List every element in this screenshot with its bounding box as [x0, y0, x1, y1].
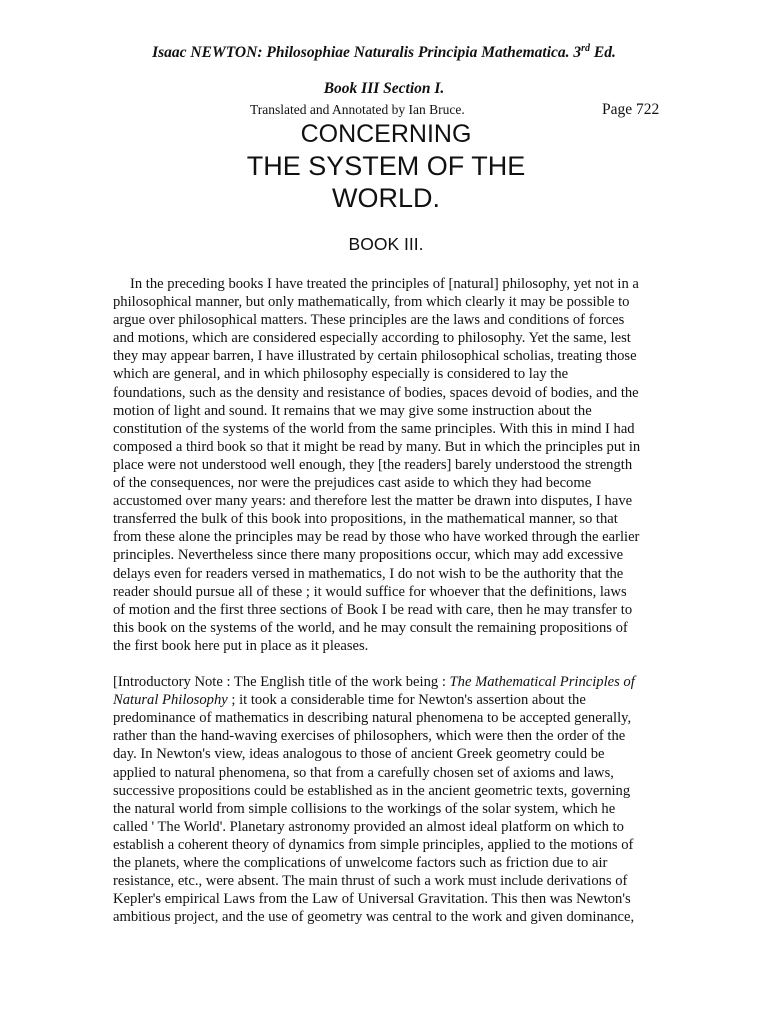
text-line: foundations, such as the density and resistance of bodies, spaces devoid of bodies, and the	[113, 384, 639, 401]
note-line-2-rest: ; it took a considerable time for Newton's assertion about the	[227, 692, 586, 709]
book-heading: BOOK III.	[348, 234, 424, 254]
text-line: predominance of mathematics in describing natural phenomena to be accepted generally,	[113, 710, 632, 727]
title-line-3: WORLD.	[332, 183, 440, 213]
running-header	[0, 44, 768, 62]
text-line: the natural world from simple collisions to the workings of the solar system, which he	[113, 800, 616, 817]
text-line: ambitious project, and the use of geometry was central to the work and given dominance,	[113, 909, 635, 926]
edition-number: 3	[573, 44, 582, 61]
text-line: of motion and the first three sections of Book I be read with care, then he may transfer to	[113, 601, 633, 618]
text-line: transferred the bulk of this book into propositions, in the mathematical manner, so that	[113, 511, 618, 528]
text-line: philosophical manner, but only mathematically, from which clearly it may be possible to	[113, 294, 630, 311]
text-line: from these alone the principles may be read by those who have worked through the earlier	[113, 529, 640, 546]
header-separator: :	[257, 44, 267, 61]
text-line: the first book here put in place as it pleases.	[113, 637, 369, 654]
note-title-italic-2: Natural Philosophy	[113, 692, 228, 709]
title-line-2: THE SYSTEM OF THE	[246, 151, 526, 181]
text-line: of the consequences, nor were the prejudices cast aside to which they had become	[113, 475, 592, 492]
edition-superscript: rd	[581, 43, 591, 54]
text-line: Kepler's empirical Laws from the Law of Universal Gravitation. This then was Newton's	[113, 891, 631, 908]
text-line: called ' The World'. Planetary astronomy provided an almost ideal platform on which to	[113, 818, 624, 835]
text-line: successive propositions could be established as in the ancient geometric texts, governing	[113, 782, 631, 799]
text-line: the planets, where the complications of unwelcome factors such as friction due to air	[113, 855, 608, 871]
text-line	[113, 673, 658, 691]
page-number: Page 722	[602, 101, 660, 118]
text-line: In the preceding books I have treated the principles of [natural] philosophy, yet not in a	[130, 276, 639, 292]
text-line: constitution of the systems of the world from the same principles. With this in mind I had	[113, 420, 635, 437]
text-line: which are general, and in which philosophy especially is considered to lay the	[113, 366, 569, 383]
text-line: establish a coherent theory of dynamics from simple principles, applied to the motions of	[113, 836, 634, 853]
title-line-1: CONCERNING	[300, 120, 472, 148]
paragraph-gap	[113, 655, 658, 673]
text-line: reader should pursue all of these ; it would suffice for whoever that the definitions, laws	[113, 583, 627, 600]
chapter-title	[0, 118, 768, 214]
text-line: accustomed over many years: and therefore lest the matter be drawn into disputes, I have	[113, 493, 633, 510]
paragraph-1	[113, 275, 658, 655]
text-line: argue over philosophical matters. These principles are the laws and conditions of forces	[113, 312, 625, 329]
translator-credit: Translated and Annotated by Ian Bruce.	[250, 102, 465, 117]
text-line: they may appear barren, I have illustrated by certain philosophical scholias, treating those	[113, 348, 637, 365]
text-line	[113, 691, 658, 709]
text-line: applied to natural phenomena, so that from a carefully chosen set of axioms and laws,	[113, 764, 614, 781]
text-line: motion of light and sound. It remains that we may give some instruction about the	[113, 402, 592, 419]
text-line: rather than the hand-waving exercises of philosophers, which were then the order of the	[113, 728, 626, 745]
edition-dot: .	[565, 44, 574, 61]
text-line: principles. Nevertheless since there many propositions occur, which may add excessive	[113, 547, 624, 564]
text-line: and motions, which are considered especially according to philosophy. Yet the same, lest	[113, 330, 631, 347]
body-text	[113, 275, 658, 926]
edition-suffix: Ed.	[590, 44, 616, 61]
note-title-italic-1: The Mathematical Principles of	[449, 674, 635, 691]
text-line: delays even for readers versed in mathematics, I do not wish to be the authority that the	[113, 565, 624, 582]
text-line: day. In Newton's view, ideas analogous to those of ancient Greek geometry could be	[113, 746, 605, 763]
author-name: Isaac NEWTON	[152, 44, 258, 61]
section-heading: Book III Section I.	[323, 80, 445, 97]
work-title: Philosophiae Naturalis Principia Mathematica	[266, 44, 566, 61]
paragraph-2	[113, 673, 658, 926]
note-prefix: [Introductory Note : The English title of the work being :	[113, 674, 450, 691]
text-line: this book on the systems of the world, and he may consult the remaining propositions of	[113, 619, 628, 636]
text-line: composed a third book so that it might be read by many. But in which the principles put in	[113, 438, 641, 455]
text-line: place were not understood well enough, they [the readers] barely understood the strength	[113, 456, 633, 473]
text-line: resistance, etc., were absent. The main thrust of such a work must include derivations of	[113, 873, 628, 890]
